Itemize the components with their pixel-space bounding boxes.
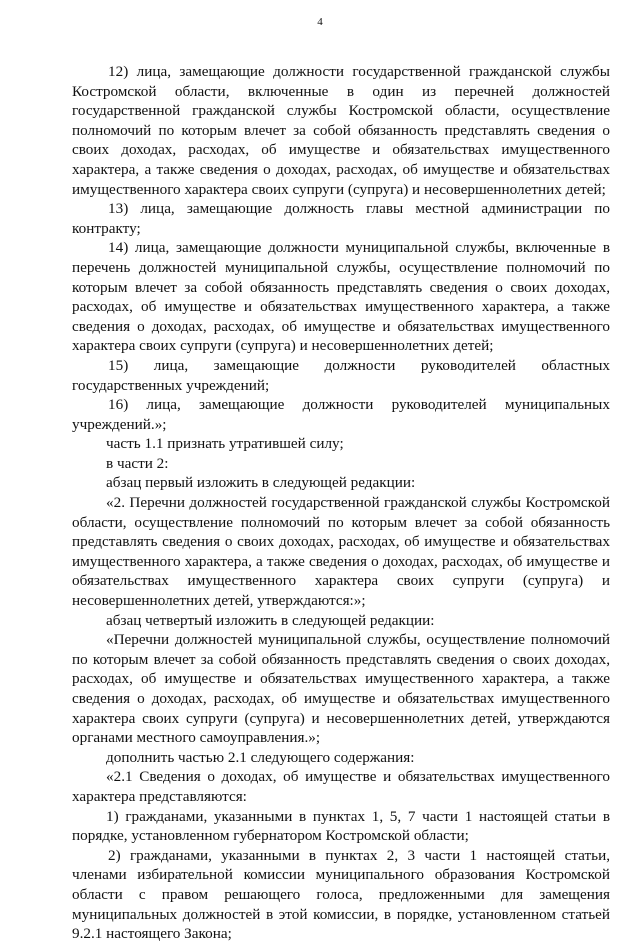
item16-word: должности [302,396,374,414]
paragraph-2-1-item-2: 2) гражданами, указанными в пунктах 2, 3 части 1 настоящей статьи, членами избирательной комиссии муниципального образования Костромской области с правом решающего голоса, предложенными для замещения муниципальных должностей в этой комиссии, в порядке, установленном статьей 9.2.1 настоящего Закона; [72,846,610,943]
item16-word: замещающие [198,396,285,414]
paragraph-item-15: 15) лица, замещающие должности руководителей областных государственных учреждений; [72,356,610,394]
paragraph-quote-2: «2. Перечни должностей государственной гражданской службы Костромской области, осуществление полномочий по которым влечет за собой обязанность представлять сведения о своих доходах, расходах, об имуществе и обязательствах имущественного характера, а также сведения о доходах, расходах, об имуществе и обязательствах имущественного характера своих супруги (супруга) и несовершеннолетних детей, утверждаются:»; [72,494,610,610]
paragraph-first-abzac: абзац первый изложить в следующей редакции: [106,474,416,492]
paragraph-quote-perechni: «Перечни должностей муниципальной службы, осуществление полномочий по которым влечет за собой обязанность представлять сведения о своих доходах, расходах, об имуществе и обязательствах имущественного характера, а также сведения о доходах, расходах, об имуществе и обязательствах имущественного характера своих супруги (супруга) и несовершеннолетних детей, утверждаются органами местного самоуправления.»; [72,631,610,747]
document-body [72,62,610,944]
item16-word: руководителей [391,396,487,414]
paragraph-in-part-2: в части 2: [106,454,169,472]
paragraph-quote-2-1: «2.1 Сведения о доходах, об имуществе и обязательствах имущественного характера представляются: [72,768,610,805]
paragraph-item-16-tail: учреждений.»; [72,415,167,433]
item16-word: лица, [146,396,181,414]
paragraph-2-1-item-1: 1) гражданами, указанными в пунктах 1, 5, 7 части 1 настоящей статьи в порядке, установленном губернатором Костромской области; [72,807,610,845]
paragraph-item-13: 13) лица, замещающие должность главы местной администрации по контракту; [72,200,610,237]
paragraph-fourth-abzac: абзац четвертый изложить в следующей редакции: [106,611,435,629]
item16-word: 16) [108,396,129,414]
paragraph-add-part-2-1: дополнить частью 2.1 следующего содержания: [106,748,415,766]
item16-word: муниципальных [504,396,610,414]
paragraph-item-14: 14) лица, замещающие должности муниципальной службы, включенные в перечень должностей муниципальной службы, осуществление полномочий по которым влечет за собой обязанность представлять сведения о своих доходах, расходах, об имуществе и обязательствах имущественного характера, а также сведения о доходах, расходах, об имуществе и обязательствах имущественного характера своих супруги (супруга) и несовершеннолетних детей; [72,239,610,355]
paragraph-item-12: 12) лица, замещающие должности государственной гражданской службы Костромской области, включенные в один из перечней должностей государственной гражданской службы Костромской области, осуществление полномочий по которым влечет за собой обязанность представлять сведения о своих доходах, расходах, об имуществе и обязательствах имущественного характера, а также сведения о доходах, расходах, об имуществе и обязательствах имущественного характера своих супруги (супруга) и несовершеннолетних детей; [72,63,610,198]
page-number: 4 [317,16,323,28]
paragraph-item-16-line [72,395,610,415]
paragraph-part-1-1: часть 1.1 признать утратившей силу; [106,435,344,453]
